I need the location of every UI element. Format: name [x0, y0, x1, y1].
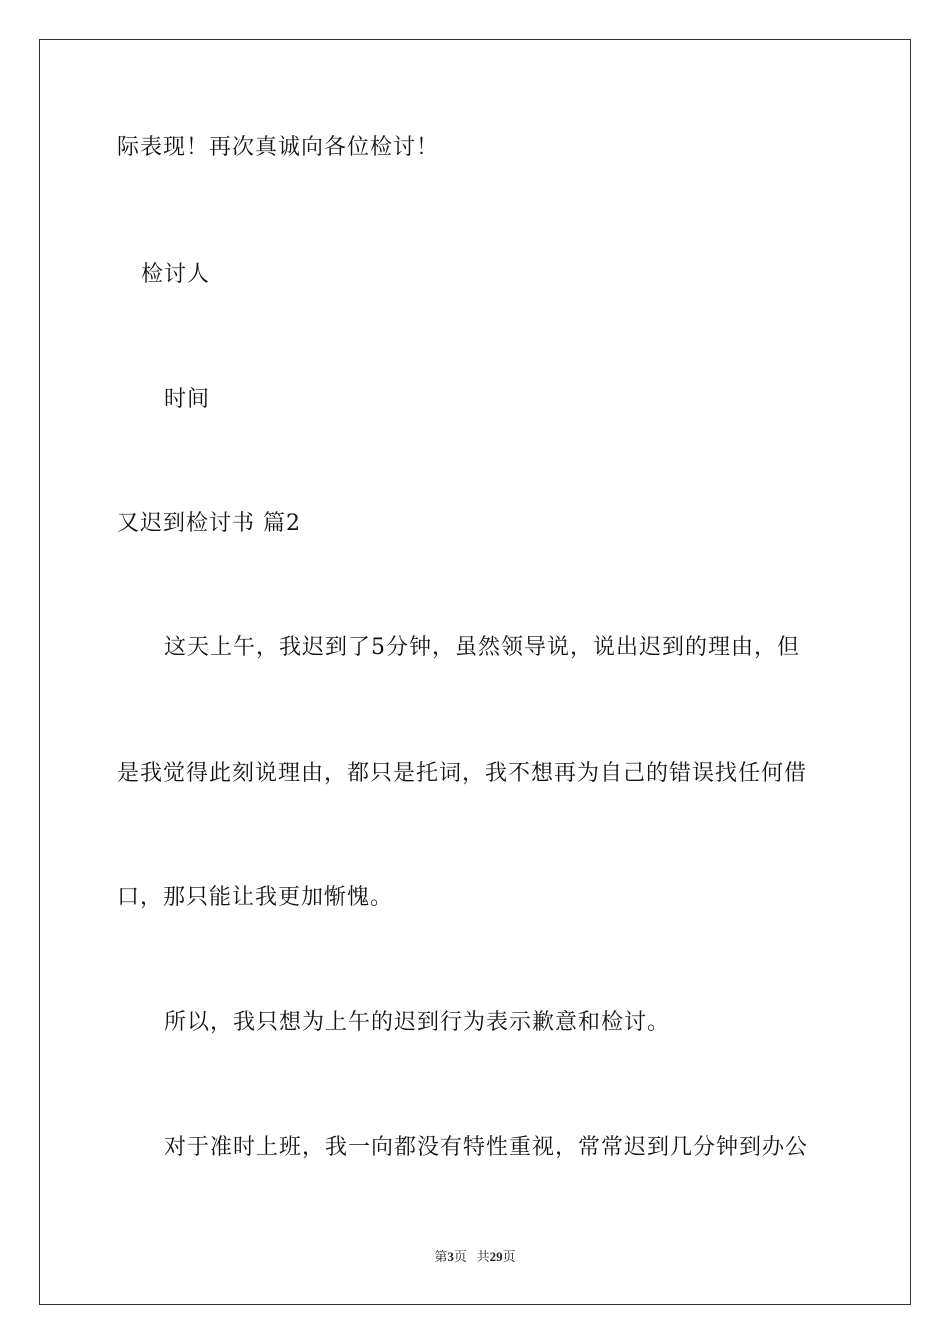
footer-total-suffix: 页 — [502, 1249, 516, 1264]
footer-total-prefix: 共 — [476, 1249, 490, 1264]
body-line-2: 这天上午，我迟到了5分钟，虽然领导说，说出迟到的理由，但 — [164, 635, 800, 660]
body-line-6: 对于准时上班，我一向都没有特性重视，常常迟到几分钟到办公 — [164, 1135, 809, 1160]
section-heading: 又迟到检讨书 篇2 — [117, 511, 301, 536]
total-pages-number: 29 — [489, 1249, 503, 1264]
signature-label: 检讨人 — [141, 262, 211, 287]
body-line-5: 所以，我只想为上午的迟到行为表示歉意和检讨。 — [164, 1010, 671, 1035]
page-footer — [0, 1248, 950, 1266]
footer-prefix: 第 — [434, 1249, 448, 1264]
current-page-number: 3 — [447, 1249, 454, 1264]
date-label: 时间 — [164, 387, 211, 412]
body-line-3: 是我觉得此刻说理由，都只是托词，我不想再为自己的错误找任何借 — [117, 761, 808, 786]
footer-page-suffix: 页 — [453, 1249, 467, 1264]
page-frame — [39, 39, 911, 1305]
body-line-4: 口，那只能让我更加惭愧。 — [117, 885, 394, 910]
body-line-1: 际表现！再次真诚向各位检讨！ — [117, 135, 440, 160]
